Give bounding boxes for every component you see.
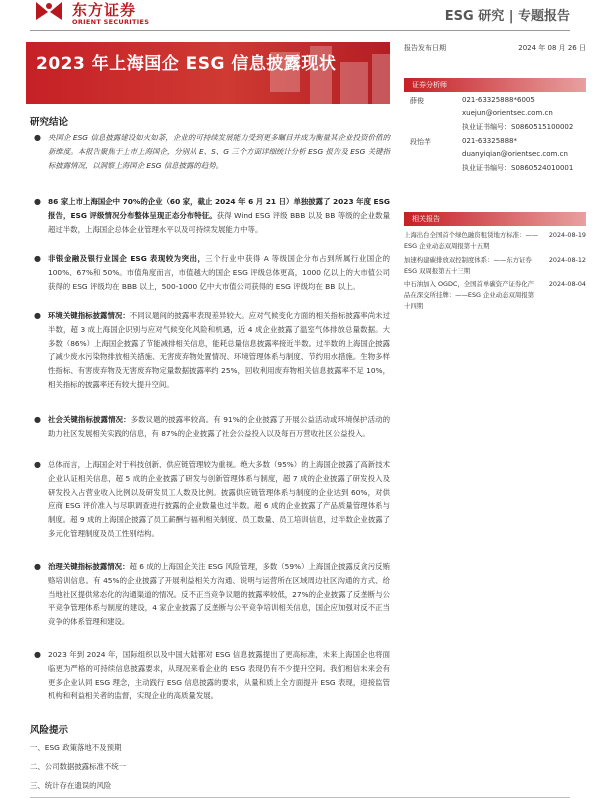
bullet-text: 2023 年到 2024 年，国际组织以及中国大陆都对 ESG 信息披露提出了更高标准，未来上海国企也将面临更为严格的可持续信息披露要求，从现况来看企业的 ESG 表现仍有不少提升空间。我们相信未来会有更多企业认同 ESG 理念，主动践行 ESG 信息披露的要求，从量和质上全方面提升 ESG 表现，迎接监管机构和利益相关者的监督，实现企业的高质量发展。 bbox=[48, 650, 390, 701]
analyst-email[interactable]: xuejun@orientsec.com.cn bbox=[462, 109, 553, 117]
logo-text-en: ORIENT SECURITIES bbox=[72, 18, 150, 26]
bullet-icon: ● bbox=[34, 460, 41, 469]
publish-date-label: 报告发布日期 bbox=[404, 44, 446, 52]
risk-heading: 风险提示 bbox=[30, 725, 69, 736]
conclusion-bullet bbox=[30, 195, 390, 236]
bullet-icon: ● bbox=[34, 197, 41, 206]
analyst-phone: 021-63325888*6005 bbox=[462, 96, 535, 104]
bullet-text: 多数议题的披露率较高。有 91%的企业披露了开展公益活动或环境保护活动的助力社区发展相关实践的信息，有 87%的企业披露了社会公益投入以及每百万营收社区公益投入。 bbox=[48, 415, 390, 438]
analyst-name: 段怡芊 bbox=[410, 138, 431, 146]
analyst-email[interactable]: duanyiqian@orientsec.com.cn bbox=[462, 150, 568, 158]
risk-item: 三、统计存在遗误的风险 bbox=[30, 781, 112, 790]
footer-divider bbox=[30, 797, 570, 798]
title-banner bbox=[26, 42, 390, 104]
logo-text-cn: 东方证券 bbox=[72, 1, 137, 19]
bullet-lead: 社会关键指标披露情况： bbox=[48, 415, 131, 424]
analyst-cert: 执业证书编号：S0860524010001 bbox=[462, 164, 574, 172]
analyst-cert: 执业证书编号：S0860515100002 bbox=[462, 123, 574, 131]
bullet-lead: 治理关键指标披露情况： bbox=[48, 562, 130, 571]
bullet-icon: ● bbox=[34, 133, 41, 142]
report-title: 2023 年上海国企 ESG 信息披露现状 bbox=[36, 54, 337, 74]
research-conclusion-heading: 研究结论 bbox=[30, 117, 69, 128]
conclusion-bullet bbox=[30, 560, 390, 629]
analyst-name: 薛俊 bbox=[410, 97, 424, 105]
bullet-icon: ● bbox=[34, 254, 41, 263]
related-section-bar bbox=[404, 212, 586, 226]
bullet-icon: ● bbox=[34, 650, 41, 659]
related-report-title[interactable]: 上海出台全国首个绿色融资租赁地方标准：——ESG 企业动态双周报第十五期 bbox=[404, 231, 539, 250]
header-divider bbox=[30, 30, 570, 31]
related-report-date: 2024-08-04 bbox=[548, 280, 586, 288]
bullet-text: 总体而言，上海国企对于科技创新、供应链管理较为重视。绝大多数（95%）的上海国企披露了高新技术企业认证相关信息，超 5 成的企业披露了研发与创新管理体系与制度，超 7 成的企业披露了研发投入及研发投入占营业收入比例以及研发员工人数及比例。披露供应链管理体系与制度的企业达到 60%，对供应商 ESG 评价准入与尽职调查进行披露的企业数量也过半数。超 6 成的企业披露了产品质量管理体系与制度。超 9 成的上海国企披露了员工薪酬与福利相关制度、员工数量、员工培训信息，过半数企业披露了多元化管理制度及员工性别结构。 bbox=[48, 460, 390, 538]
bullet-icon: ● bbox=[34, 415, 41, 424]
bullet-text: 获得 Wind ESG 评级 BBB 以及 BB 等级的企业数量超过半数，上海国企总体企业管理水平以及可持续发展能力中等。 bbox=[48, 210, 390, 234]
bullet-lead: 86 家上市上海国企中 70%的企业（60 家，截止 2024 年 6 月 21 日）单独披露了 2023 年度 ESG 报告，ESG 评级情况分布整体呈现正态分布特征。 bbox=[48, 197, 390, 220]
brand-logo bbox=[34, 0, 164, 32]
analysts-section-bar bbox=[404, 78, 586, 92]
related-report-title[interactable]: 中石油加入 OGDC，全国首单碳资产证券化产品在深交所挂牌：——ESG 企业动态双周报第十四期 bbox=[404, 280, 535, 310]
page-header bbox=[0, 0, 600, 40]
related-report-title[interactable]: 加速构建碳排放双控制度体系：——东方证券 ESG 双周报第五十三期 bbox=[404, 256, 532, 275]
bullet-icon: ● bbox=[34, 311, 41, 320]
report-type: ESG 研究 | 专题报告 bbox=[444, 9, 570, 24]
bullet-text: 不同议题间的披露率表现差异较大。应对气候变化方面的相关指标披露率尚未过半数，超 3 成上海国企识别与应对气候变化风险和机遇，近 4 成企业披露了温室气体排放总量数据。大多数（86%）上海国企披露了节能减排相关信息，能耗总量信息披露率接近半数。过半数的上海国企披露了减少废水污染物排放相关措施、无害废弃物处置情况、环境管理体系与制度、节约用水措施。生物多样性指标、有害废弃物及无害废弃物定量数据披露率约 25%，回收利用废弃物相关信息披露率不足 10%，相关指标的披露率还有较大提升空间。 bbox=[48, 311, 390, 389]
conclusion-bullet bbox=[30, 648, 390, 703]
risk-item: 二、公司数据披露标准不统一 bbox=[30, 762, 127, 771]
publish-date-value: 2024 年 08 月 26 日 bbox=[518, 44, 586, 52]
risk-item: 一、ESG 政策落地不及预期 bbox=[30, 743, 122, 752]
analysts-section-title: 证券分析师 bbox=[412, 81, 447, 89]
bullet-lead: 非银金融及银行业国企 ESG 表现较为突出， bbox=[48, 254, 206, 263]
conclusion-bullet bbox=[30, 252, 390, 293]
conclusion-bullet bbox=[30, 458, 390, 541]
analyst-phone: 021-63325888* bbox=[462, 137, 518, 145]
related-report-date: 2024-08-19 bbox=[548, 231, 586, 239]
bullet-text: 超 6 成的上海国企关注 ESG 风险管理，多数（59%）上海国企披露反贪污反贿赂培训信息。有 45%的企业披露了开展利益相关方沟通、说明与运营所在区域周边社区沟通的方式、给当地社区提供常态化的沟通渠道的情况。反不正当竞争议题的披露率较低，27%的企业披露了反垄断与公平竞争管理体系与制度的建设，4 家企业披露了反垄断与公平竞争培训相关信息，国企应加强对反不正当竞争的体系管理和建设。 bbox=[48, 562, 390, 627]
logo-icon bbox=[34, 0, 64, 22]
conclusion-bullet bbox=[30, 131, 390, 172]
bullet-text: 央国企 ESG 信息披露建设如火如荼，企业的可持续发展能力受到更多瞩目并成为衡量其企业投资价值的新维度。本报告聚焦于上市上海国企，分别从 E、S、G 三个方面详细统计分析 ESG 报告及 ESG 关键指标披露情况，以洞察上海国企 ESG 信息披露的趋势。 bbox=[48, 133, 390, 170]
conclusion-bullet bbox=[30, 309, 390, 392]
conclusion-bullet bbox=[30, 413, 390, 441]
bullet-icon: ● bbox=[34, 562, 41, 571]
bullet-lead: 环境关键指标披露情况： bbox=[48, 311, 130, 320]
related-section-title: 相关报告 bbox=[412, 215, 440, 223]
related-report-date: 2024-08-12 bbox=[548, 256, 586, 264]
bullet-text: 三个行业中获得 A 等级国企分布占到所属行业国企的 100%、67%和 50%。市值角度而言，市值越大的国企 ESG 评级总体更高，1000 亿以上的大市值公司获得的 ESG 评级均在 BBB 以上，500-1000 亿中大市值公司获得的 ESG 评级均在 BB 以上。 bbox=[48, 254, 390, 291]
